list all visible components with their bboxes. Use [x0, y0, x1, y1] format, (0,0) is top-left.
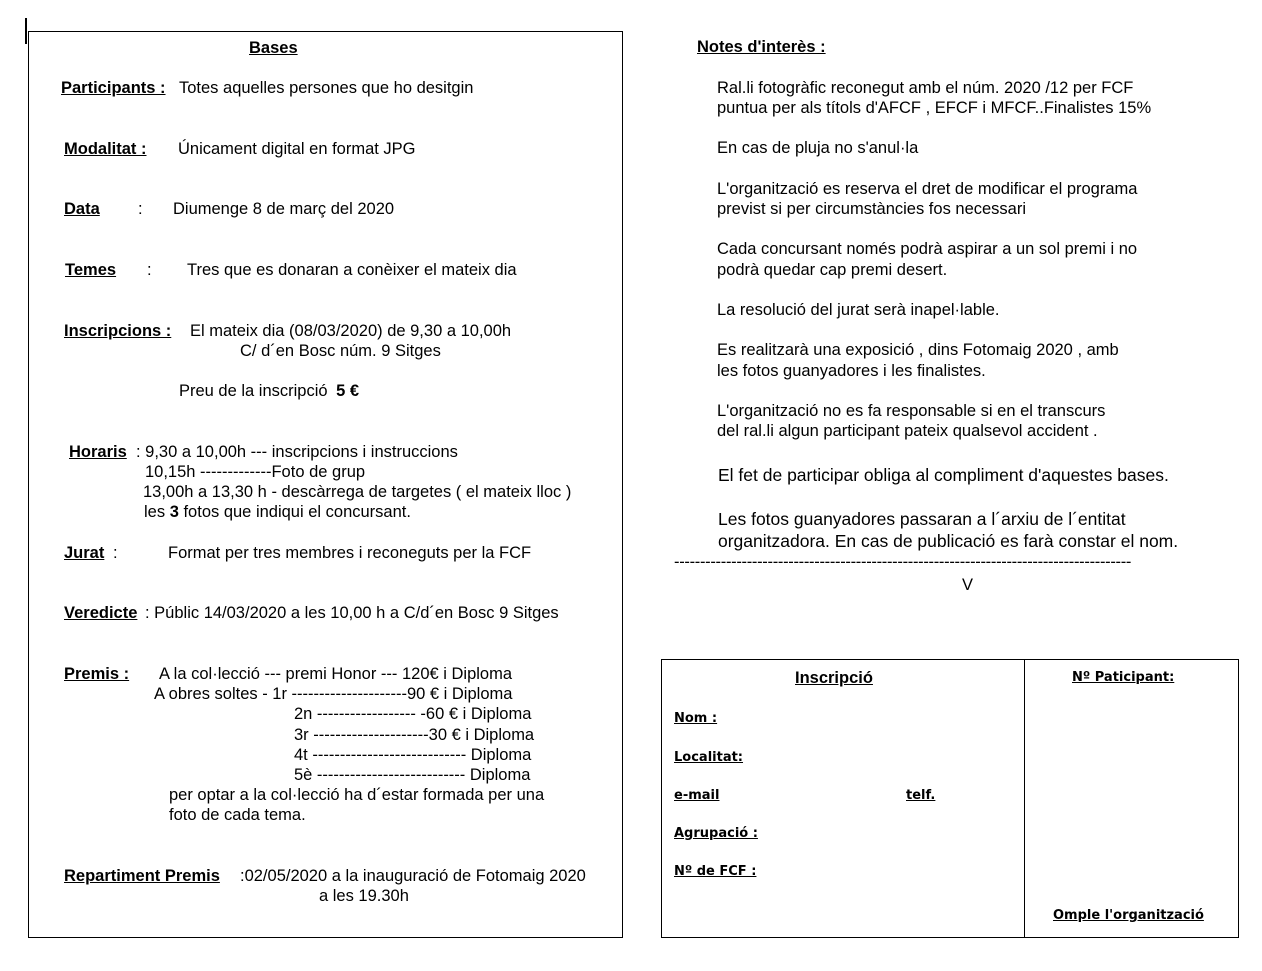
premis-note1: per optar a la col·lecció ha d´estar formada per una [169, 786, 545, 804]
agrupacio-label: Agrupació : [674, 826, 758, 841]
modalitat-label: Modalitat : [64, 140, 147, 158]
jurat-text: Format per tres membres i reconeguts per la FCF [168, 544, 532, 562]
note-4-line2: podrà quedar cap premi desert. [717, 261, 948, 279]
note-9-line2: organitzadora. En cas de publicació es farà constar el nom. [718, 531, 1179, 551]
premis-line4: 3r ---------------------30 € i Diploma [294, 726, 535, 744]
note-6-line1: Es realitzarà una exposició , dins Fotomaig 2020 , amb [717, 341, 1119, 359]
cut-mark: V [962, 576, 974, 594]
note-1-line1: Ral.li fotogràfic reconegut amb el núm. 2020 /12 per FCF [717, 79, 1134, 97]
temes-colon: : [147, 261, 152, 279]
premis-line6: 5è --------------------------- Diploma [294, 766, 531, 784]
bases-title: Bases [249, 39, 298, 57]
note-2-line1: En cas de pluja no s'anul·la [717, 139, 919, 157]
premis-line5: 4t ---------------------------- Diploma [294, 746, 532, 764]
note-5-line1: La resolució del jurat serà inapel·lable. [717, 301, 1000, 319]
participant-number-title: Nº Paticipant: [1072, 670, 1175, 685]
data-colon: : [138, 200, 143, 218]
repartiment-line2: a les 19.30h [319, 887, 409, 905]
horaris-label: Horaris [69, 443, 127, 461]
note-1-line2: puntua per als títols d'AFCF , EFCF i MFCF..Finalistes 15% [717, 99, 1152, 117]
premis-label: Premis : [64, 665, 130, 683]
fcf-number-label: Nº de FCF : [674, 864, 757, 879]
temes-text: Tres que es donaran a conèixer el mateix dia [187, 261, 517, 279]
repartiment-line1: :02/05/2020 a la inauguració de Fotomaig 2020 [240, 867, 586, 885]
note-9-line1: Les fotos guanyadores passaran a l´arxiu de l´entitat [718, 509, 1126, 529]
note-7-line2: del ral.li algun participant pateix qualsevol accident . [717, 422, 1098, 440]
preu-line [179, 381, 359, 401]
horaris-line3: 13,00h a 13,30 h - descàrrega de targetes ( el mateix lloc ) [143, 483, 572, 501]
participants-text: Totes aquelles persones que ho desitgin [179, 79, 474, 97]
preu-text: Preu de la inscripció [179, 382, 328, 400]
inscripcions-line1: El mateix dia (08/03/2020) de 9,30 a 10,00h [190, 322, 512, 340]
repartiment-label: Repartiment Premis [64, 867, 220, 885]
modalitat-text: Únicament digital en format JPG [178, 140, 416, 158]
note-8-line1: El fet de participar obliga al compliment d'aquestes bases. [718, 465, 1169, 485]
jurat-colon: : [113, 544, 118, 562]
veredicte-text: : Públic 14/03/2020 a les 10,00 h a C/d´en Bosc 9 Sitges [145, 604, 559, 622]
note-7-line1: L'organització no es fa responsable si en el transcurs [717, 402, 1106, 420]
email-label: e-mail [674, 788, 720, 803]
localitat-label: Localitat: [674, 750, 744, 765]
nom-label: Nom : [674, 711, 718, 726]
telf-label: telf. [906, 788, 936, 803]
form-title: Inscripció [795, 669, 873, 687]
jurat-label: Jurat [64, 544, 105, 562]
horaris-line1: : 9,30 a 10,00h --- inscripcions i instruccions [136, 443, 458, 461]
veredicte-label: Veredicte [64, 604, 138, 622]
note-3-line1: L'organització es reserva el dret de modificar el programa [717, 180, 1138, 198]
notes-title: Notes d'interès : [697, 38, 826, 56]
horaris-line4 [144, 502, 411, 522]
premis-note2: foto de cada tema. [169, 806, 306, 824]
premis-line3: 2n ------------------ -60 € i Diploma [294, 705, 532, 723]
horaris-line4-num: 3 [169, 503, 179, 521]
preu-value: 5 € [336, 382, 360, 400]
data-label: Data [64, 200, 100, 218]
participant-number-box [1024, 659, 1239, 938]
premis-line1: A la col·lecció --- premi Honor --- 120€ i Diploma [159, 665, 513, 683]
horaris-line2: 10,15h -------------Foto de grup [145, 463, 366, 481]
inscripcions-label: Inscripcions : [64, 322, 172, 340]
participants-label: Participants : [61, 79, 166, 97]
cut-divider: ---------------------------------------------------------------------------------------- [674, 553, 1132, 571]
note-3-line2: previst si per circumstàncies fos necessari [717, 200, 1027, 218]
note-6-line2: les fotos guanyadores i les finalistes. [717, 362, 986, 380]
text-cursor [25, 18, 27, 44]
organitzacio-note: Omple l'organització [1053, 908, 1204, 923]
premis-line2: A obres soltes - 1r ---------------------90 € i Diploma [154, 685, 513, 703]
horaris-line4-pre: les [144, 503, 166, 521]
inscripcions-line2: C/ d´en Bosc núm. 9 Sitges [240, 342, 441, 360]
temes-label: Temes [65, 261, 117, 279]
horaris-line4-post: fotos que indiqui el concursant. [183, 503, 411, 521]
data-text: Diumenge 8 de març del 2020 [173, 200, 395, 218]
note-4-line1: Cada concursant només podrà aspirar a un sol premi i no [717, 240, 1138, 258]
